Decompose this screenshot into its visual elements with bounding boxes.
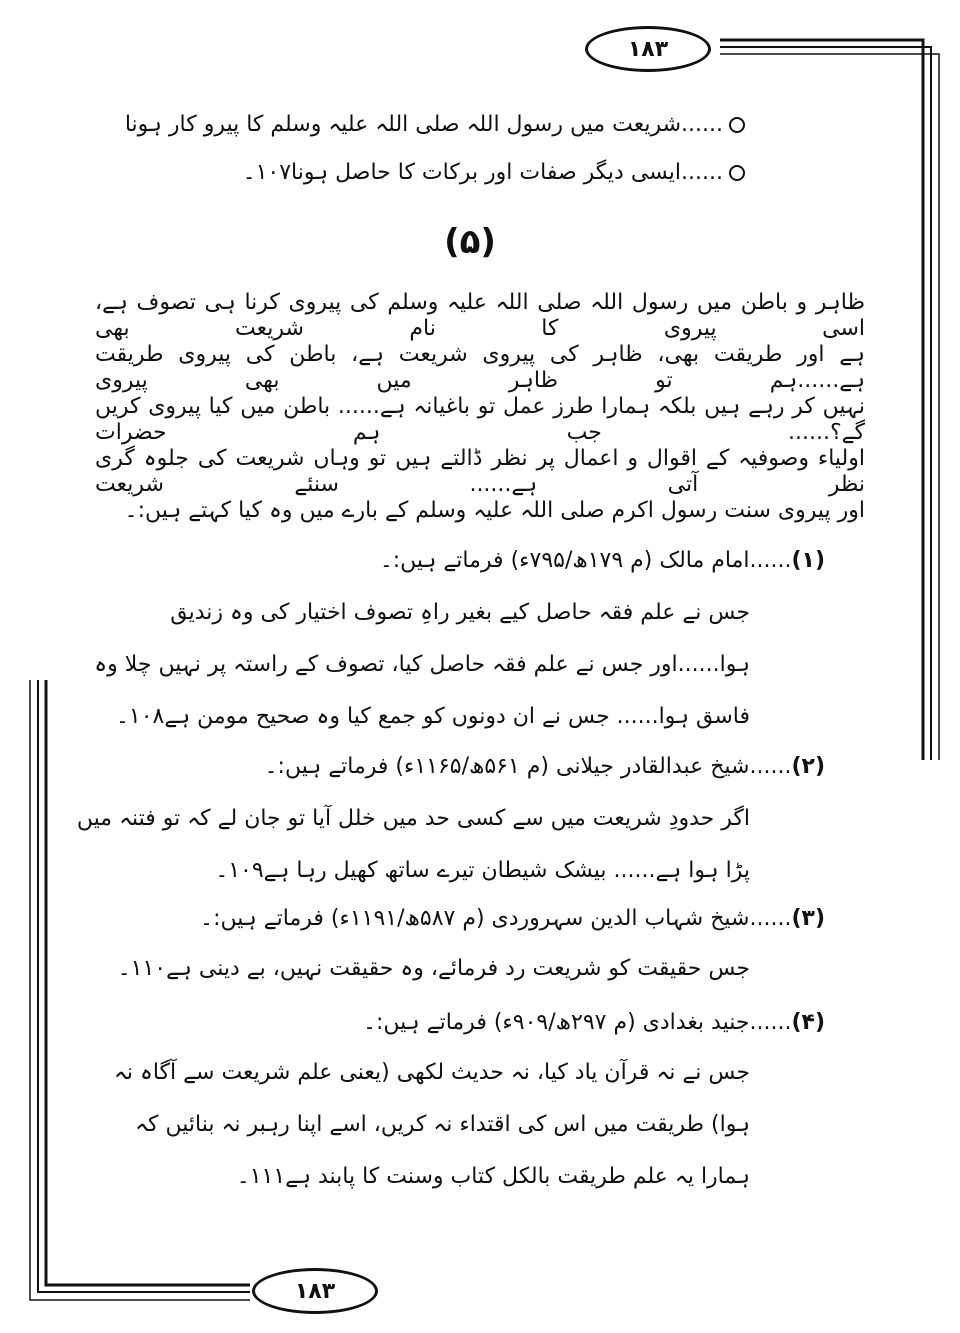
quote-number: (۳)	[791, 906, 825, 931]
page-number-bottom: ۱۸۳	[252, 1268, 378, 1314]
quote-line: پڑا ہوا ہے...... بیشک شیطان تیرے ساتھ کھیل رہا ہے۱۰۹۔	[215, 858, 750, 883]
quote-attribution	[380, 548, 825, 574]
attribution-text: ......جنید بغدادی (م ۲۹۷ھ/۹۰۹ء) فرماتے ہیں:۔	[363, 1010, 792, 1035]
quote-line: ہوا......اور جس نے علم فقہ حاصل کیا، تصوف کے راستہ پر نہیں چلا وہ	[94, 652, 750, 677]
quote-line: جس نے علم فقہ حاصل کیے بغیر راہِ تصوف اختیار کی وہ زندیق	[170, 600, 750, 625]
bullet-item	[125, 112, 745, 138]
quote-number: (۱)	[791, 548, 825, 573]
quote-line: اگر حدودِ شریعت میں سے کسی حد میں خلل آیا تو جان لے کہ تو فتنہ میں	[76, 806, 750, 831]
page-number-top: ۱۸۳	[585, 26, 711, 72]
quote-number: (۴)	[791, 1010, 825, 1035]
quote-line: ہمارا یہ علم طریقت بالکل کتاب وسنت کا پابند ہے۱۱۱۔	[236, 1164, 750, 1189]
paragraph-line: ظاہر و باطن میں رسول اللہ صلی اللہ علیہ وسلم کی پیروی کرنا ہی تصوف ہے، اسی پیروی کا نام شریعت بھی	[95, 290, 865, 342]
quote-attribution	[200, 906, 825, 932]
paragraph-line: نہیں کر رہے ہیں بلکہ ہمارا طرز عمل تو باغیانہ ہے...... باطن میں کیا پیروی کریں گے؟...... جب ہم حضرات	[95, 394, 865, 446]
quote-line: جس نے نہ قرآن یاد کیا، نہ حدیث لکھی (یعنی علم شریعت سے آگاہ نہ	[113, 1060, 750, 1085]
quote-line: جس حقیقت کو شریعت رد فرمائے، وہ حقیقت نہیں، بے دینی ہے۱۱۰۔	[117, 956, 750, 981]
attribution-text: ......شیخ شہاب الدین سہروردی (م ۵۸۷ھ/۱۱۹۱ء) فرماتے ہیں:۔	[200, 906, 792, 931]
quote-attribution	[363, 1010, 825, 1036]
section-heading: (۵)	[444, 222, 496, 262]
bullet-item	[243, 160, 745, 186]
quote-line: ہوا) طریقت میں اس کی اقتداء نہ کریں، اسے اپنا رہبر نہ بنائیں کہ	[135, 1112, 750, 1137]
attribution-text: ......امام مالک (م ۱۷۹ھ/۷۹۵ء) فرماتے ہیں:۔	[379, 548, 792, 573]
attribution-text: ......شیخ عبدالقادر جیلانی (م ۵۶۱ھ/۱۱۶۵ء) فرماتے ہیں:۔	[264, 754, 792, 779]
quote-number: (۲)	[791, 754, 825, 779]
circle-bullet-icon	[729, 117, 745, 133]
bullet-text: ......شریعت میں رسول اللہ صلی اللہ علیہ وسلم کا پیرو کار ہونا	[124, 112, 723, 137]
circle-bullet-icon	[729, 165, 745, 181]
quote-attribution	[265, 754, 825, 780]
quote-line: فاسق ہوا...... جس نے ان دونوں کو جمع کیا وہ صحیح مومن ہے۱۰۸۔	[116, 704, 750, 729]
paragraph-line: ہے اور طریقت بھی، ظاہر کی پیروی شریعت ہے، باطن کی پیروی طریقت ہے......ہم تو ظاہر میں بھی پیروی	[95, 342, 865, 394]
bullet-text: ......ایسی دیگر صفات اور برکات کا حاصل ہونا۱۰۷۔	[242, 160, 723, 185]
paragraph-line: اور پیروی سنت رسول اکرم صلی اللہ علیہ وسلم کے بارے میں وہ کیا کہتے ہیں:۔	[124, 498, 865, 523]
paragraph-line: اولیاء وصوفیہ کے اقوال و اعمال پر نظر ڈالتے ہیں تو وہاں شریعت کی جلوہ گری نظر آتی ہے...... سنئے شریعت	[95, 446, 865, 498]
